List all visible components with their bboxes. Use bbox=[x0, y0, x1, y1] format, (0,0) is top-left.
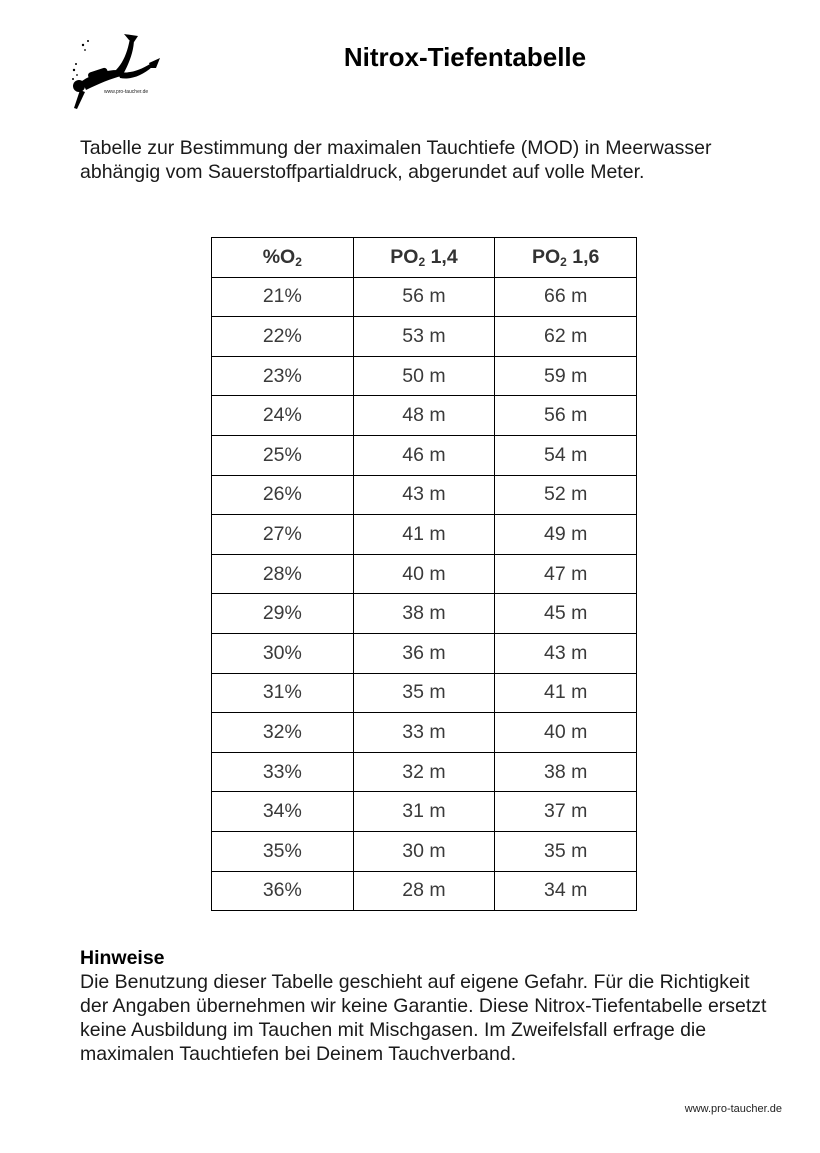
table-row bbox=[212, 435, 637, 475]
cell-mod-po2-1-6: 49 m bbox=[495, 515, 637, 555]
cell-mod-po2-1-4: 46 m bbox=[353, 435, 495, 475]
cell-o2-percent: 25% bbox=[212, 435, 354, 475]
cell-o2-percent: 34% bbox=[212, 792, 354, 832]
cell-mod-po2-1-6: 38 m bbox=[495, 752, 637, 792]
header-subscript: 2 bbox=[295, 254, 302, 269]
cell-mod-po2-1-4: 32 m bbox=[353, 752, 495, 792]
cell-mod-po2-1-4: 40 m bbox=[353, 554, 495, 594]
intro-paragraph: Tabelle zur Bestimmung der maximalen Tauchtiefe (MOD) in Meerwasser abhängig vom Sauerstoffpartialdruck, abgerundet auf volle Meter. bbox=[80, 137, 712, 183]
cell-mod-po2-1-4: 36 m bbox=[353, 633, 495, 673]
table-row bbox=[212, 554, 637, 594]
cell-mod-po2-1-4: 38 m bbox=[353, 594, 495, 634]
cell-o2-percent: 29% bbox=[212, 594, 354, 634]
header-subscript: 2 bbox=[560, 254, 567, 269]
cell-o2-percent: 31% bbox=[212, 673, 354, 713]
table-row bbox=[212, 396, 637, 436]
cell-mod-po2-1-6: 43 m bbox=[495, 633, 637, 673]
header-po2-1-4 bbox=[353, 238, 495, 278]
cell-mod-po2-1-4: 35 m bbox=[353, 673, 495, 713]
page-title: Nitrox-Tiefentabelle bbox=[343, 42, 587, 72]
table-row bbox=[212, 792, 637, 832]
cell-mod-po2-1-6: 35 m bbox=[495, 831, 637, 871]
table-row bbox=[212, 871, 637, 911]
table-row bbox=[212, 752, 637, 792]
cell-o2-percent: 36% bbox=[212, 871, 354, 911]
cell-mod-po2-1-6: 47 m bbox=[495, 554, 637, 594]
cell-mod-po2-1-4: 56 m bbox=[353, 277, 495, 317]
header-o2-percent bbox=[212, 238, 354, 278]
notes-heading: Hinweise bbox=[80, 947, 165, 969]
cell-mod-po2-1-6: 66 m bbox=[495, 277, 637, 317]
header-main-text: %O bbox=[262, 245, 296, 268]
cell-mod-po2-1-6: 54 m bbox=[495, 435, 637, 475]
cell-mod-po2-1-4: 50 m bbox=[353, 356, 495, 396]
cell-o2-percent: 35% bbox=[212, 831, 354, 871]
cell-mod-po2-1-6: 62 m bbox=[495, 317, 637, 357]
table-row bbox=[212, 831, 637, 871]
footer-url: www.pro-taucher.de bbox=[684, 1103, 782, 1115]
cell-mod-po2-1-6: 45 m bbox=[495, 594, 637, 634]
cell-o2-percent: 21% bbox=[212, 277, 354, 317]
cell-o2-percent: 26% bbox=[212, 475, 354, 515]
table-row bbox=[212, 594, 637, 634]
notes-section bbox=[80, 946, 780, 1066]
cell-o2-percent: 28% bbox=[212, 554, 354, 594]
cell-mod-po2-1-6: 34 m bbox=[495, 871, 637, 911]
cell-mod-po2-1-4: 33 m bbox=[353, 713, 495, 753]
cell-mod-po2-1-6: 37 m bbox=[495, 792, 637, 832]
cell-mod-po2-1-4: 53 m bbox=[353, 317, 495, 357]
cell-o2-percent: 23% bbox=[212, 356, 354, 396]
table-body bbox=[212, 277, 637, 911]
cell-mod-po2-1-4: 41 m bbox=[353, 515, 495, 555]
header-rest-text: 1,4 bbox=[425, 245, 458, 268]
nitrox-depth-table bbox=[211, 237, 637, 911]
header-main-text: PO bbox=[531, 245, 561, 268]
cell-o2-percent: 24% bbox=[212, 396, 354, 436]
table-row bbox=[212, 475, 637, 515]
header-main-text: PO bbox=[390, 245, 419, 268]
table-row bbox=[212, 713, 637, 753]
table-row bbox=[212, 633, 637, 673]
logo-url-text: www.pro-taucher.de bbox=[104, 89, 149, 95]
cell-mod-po2-1-4: 31 m bbox=[353, 792, 495, 832]
table-row bbox=[212, 515, 637, 555]
table-row bbox=[212, 673, 637, 713]
cell-mod-po2-1-6: 40 m bbox=[495, 713, 637, 753]
notes-text: Die Benutzung dieser Tabelle geschieht auf eigene Gefahr. Für die Richtigkeit der Angaben übernehmen wir keine Garantie. Diese Nitrox-Tiefentabelle ersetzt keine Ausbildung im Tauchen mit Mischgasen. Im Zweifelsfall erfrage die maximalen Tauchtiefen bei Deinem Tauchverband. bbox=[80, 971, 767, 1065]
header-po2-1-6 bbox=[495, 238, 637, 278]
cell-o2-percent: 33% bbox=[212, 752, 354, 792]
cell-mod-po2-1-4: 30 m bbox=[353, 831, 495, 871]
table-row bbox=[212, 317, 637, 357]
cell-mod-po2-1-6: 52 m bbox=[495, 475, 637, 515]
cell-mod-po2-1-6: 56 m bbox=[495, 396, 637, 436]
cell-o2-percent: 30% bbox=[212, 633, 354, 673]
cell-o2-percent: 22% bbox=[212, 317, 354, 357]
cell-mod-po2-1-4: 28 m bbox=[353, 871, 495, 911]
table-row bbox=[212, 277, 637, 317]
cell-mod-po2-1-4: 43 m bbox=[353, 475, 495, 515]
header-rest-text: 1,6 bbox=[566, 245, 600, 268]
table-header-row bbox=[212, 238, 637, 278]
cell-mod-po2-1-6: 41 m bbox=[495, 673, 637, 713]
table-row bbox=[212, 356, 637, 396]
cell-o2-percent: 27% bbox=[212, 515, 354, 555]
cell-mod-po2-1-6: 59 m bbox=[495, 356, 637, 396]
header-subscript: 2 bbox=[418, 254, 426, 269]
cell-o2-percent: 32% bbox=[212, 713, 354, 753]
cell-mod-po2-1-4: 48 m bbox=[353, 396, 495, 436]
